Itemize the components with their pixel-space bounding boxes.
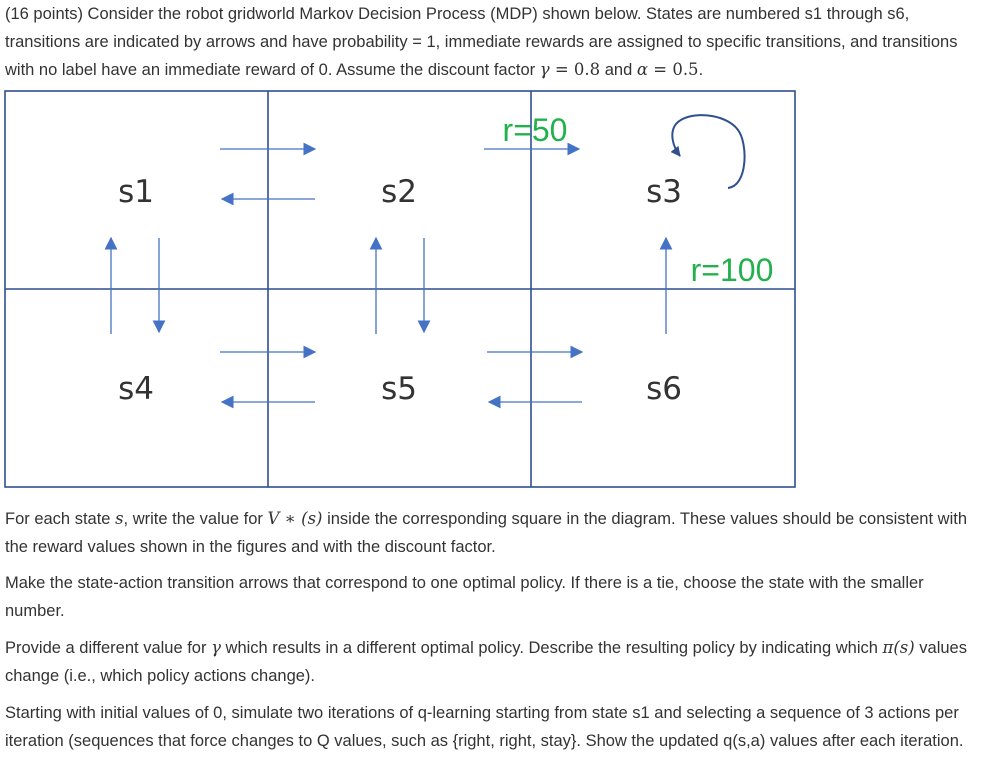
intro-and: and bbox=[600, 61, 637, 79]
question-value-function: For each state s, write the value for V ∗ (s) inside the corresponding square in the diagram. These values should be consistent with the reward values shown in the figures and with the discount factor. bbox=[5, 509, 967, 556]
gamma-value: = 0.8 bbox=[549, 60, 601, 79]
alpha-value: = 0.5 bbox=[648, 60, 699, 79]
intro-period: . bbox=[698, 61, 704, 79]
reward-label-s6-s3: r=100 bbox=[690, 252, 774, 288]
question-different-gamma: Provide a different value for γ which results in a different optimal policy. Describe the resulting policy by indicating which π(s) values change (i.e., which policy actions change). bbox=[5, 638, 967, 685]
self-loop-s3-icon bbox=[672, 115, 744, 188]
state-label-s2: s2 bbox=[381, 174, 417, 210]
state-label-s1: s1 bbox=[118, 174, 154, 210]
pi-symbol: π bbox=[882, 638, 894, 657]
state-symbol: s bbox=[115, 509, 124, 528]
gamma-symbol: γ bbox=[539, 60, 550, 79]
v-symbol: V bbox=[267, 509, 280, 528]
intro-text: (16 points) Consider the robot gridworld Markov Decision Process (MDP) shown below. States are numbered s1 through s6, transitions are indicated by arrows and have probability = 1, immediate rewards are assigned to specific transitions, and transitions with no label have an immediate reward of 0. Assume the discount factor bbox=[5, 5, 958, 79]
state-label-s5: s5 bbox=[381, 371, 417, 407]
alpha-symbol: α bbox=[636, 60, 648, 79]
state-label-s4: s4 bbox=[118, 371, 154, 407]
question-q-learning: Starting with initial values of 0, simulate two iterations of q-learning starting from state s1 and selecting a sequence of 3 actions per iteration (sequences that force changes to Q values, such as {right, right, stay}. Show the updated q(s,a) values after each iteration. bbox=[5, 704, 964, 750]
gamma-symbol-q3: γ bbox=[211, 638, 221, 657]
question-optimal-policy: Make the state-action transition arrows that correspond to one optimal policy. If there is a tie, choose the state with the smaller number. bbox=[5, 574, 924, 620]
state-label-s3: s3 bbox=[646, 174, 682, 210]
state-label-s6: s6 bbox=[646, 371, 682, 407]
reward-label-s2-s3: r=50 bbox=[502, 112, 568, 148]
